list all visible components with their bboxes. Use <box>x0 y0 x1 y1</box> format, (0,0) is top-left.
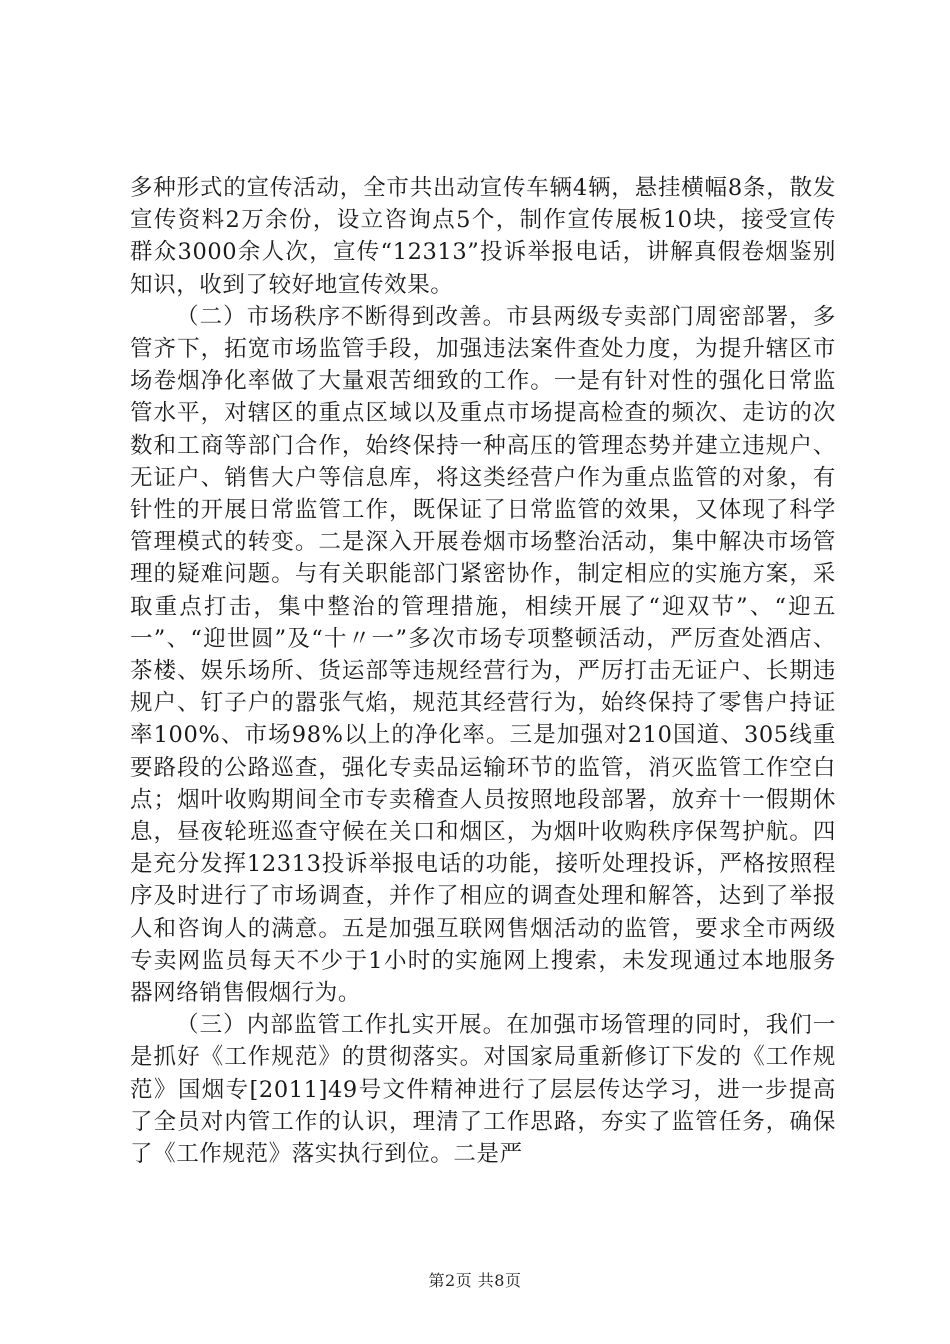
paragraph-3: （三）内部监管工作扎实开展。在加强市场管理的同时，我们一是抓好《工作规范》的贯彻落实。对国家局重新修订下发的《工作规范》国烟专[2011]49号文件精神进行了层层传达学习，进一步提高了全员对内管工作的认识，理清了工作思路，夯实了监管任务，确保了《工作规范》落实执行到位。二是严 <box>130 1012 836 1168</box>
page-number-footer: 第2页 共8页 <box>428 1271 522 1290</box>
paragraph-2: （二）市场秩序不断得到改善。市县两级专卖部门周密部署，多管齐下，拓宽市场监管手段，加强违法案件查处力度，为提升辖区市场卷烟净化率做了大量艰苦细致的工作。一是有针对性的强化日常监管水平，对辖区的重点区域以及重点市场提高检查的频次、走访的次数和工商等部门合作，始终保持一种高压的管理态势并建立违规户、无证户、销售大户等信息库，将这类经营户作为重点监管的对象，有针性的开展日常监管工作，既保证了日常监管的效果，又体现了科学管理模式的转变。二是深入开展卷烟市场整治活动，集中解决市场管理的疑难问题。与有关职能部门紧密协作，制定相应的实施方案，采取重点打击，集中整治的管理措施，相续开展了“迎双节”、“迎五一”、“迎世圆”及“十〃一”多次市场专项整顿活动，严厉查处酒店、茶楼、娱乐场所、货运部等违规经营行为，严厉打击无证户、长期违规户、钉子户的嚣张气焰，规范其经营行为，始终保持了零售户持证率100%、市场98%以上的净化率。三是加强对210国道、305线重要路段的公路巡查，强化专卖品运输环节的监管，消灭监管工作空白点；烟叶收购期间全市专卖稽查人员按照地段部署，放弃十一假期休息，昼夜轮班巡查守候在关口和烟区，为烟叶收购秩序保驾护航。四是充分发挥12313投诉举报电话的功能，接听处理投诉，严格按照程序及时进行了市场调查，并作了相应的调查处理和解答，达到了举报人和咨询人的满意。五是加强互联网售烟活动的监管，要求全市两级专卖网监员每天不少于1小时的实施网上搜索，未发现通过本地服务器网络销售假烟行为。 <box>130 303 836 1007</box>
document-body <box>130 172 836 1170</box>
paragraph-1: 多种形式的宣传活动，全市共出动宣传车辆4辆，悬挂横幅8条，散发宣传资料2万余份，设立咨询点5个，制作宣传展板10块，接受宣传群众3000余人次，宣传“12313”投诉举报电话，讲解真假卷烟鉴别知识，收到了较好地宣传效果。 <box>130 175 836 298</box>
